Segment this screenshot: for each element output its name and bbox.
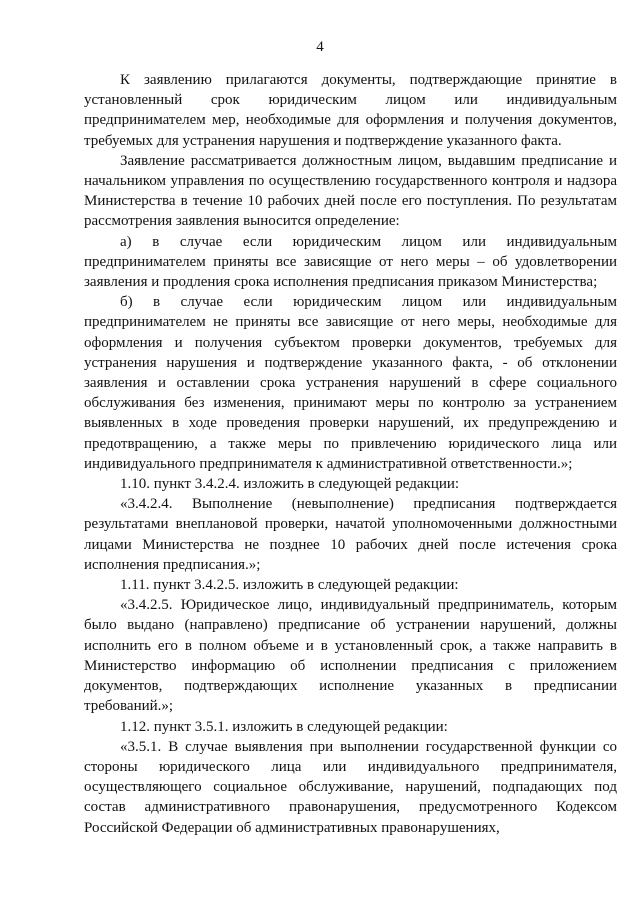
paragraph-review: Заявление рассматривается должностным лицом, выдавшим предписание и начальником управления по осуществлению государственного контроля и надзора Министерства в течение 10 рабочих дней после его поступления. По результатам рассмотрения заявления выносится определение:: [84, 152, 617, 230]
paragraph-case-a: а) в случае если юридическим лицом или индивидуальным предпринимателем приняты все зависящие от него меры – об удовлетворении заявления и продления срока исполнения предписания приказом Министерства;: [84, 233, 617, 291]
paragraph-3-4-2-5: «3.4.2.5. Юридическое лицо, индивидуальный предприниматель, которым было выдано (направлено) предписание об устранении нарушений, должны исполнить его в полном объеме и в установленный срок, а также направить в Министерство информацию об исполнении предписания с приложением документов, подтверждающих исполнение указанных в предписании требований.»;: [84, 597, 617, 715]
paragraph-item-1-10: 1.10. пункт 3.4.2.4. изложить в следующей редакции:: [120, 476, 460, 493]
paragraph-3-5-1: «3.5.1. В случае выявления при выполнении государственной функции со стороны юридического лица или индивидуального предпринимателя, осуществляющего социальное обслуживание, нарушений, подпадающих под состав административного правонарушения, предусмотренного Кодексом Российской Федерации об административных правонарушениях,: [84, 738, 617, 836]
paragraph-item-1-11: 1.11. пункт 3.4.2.5. изложить в следующей редакции:: [120, 577, 459, 594]
page-number: 4: [316, 39, 324, 55]
paragraph-case-b: б) в случае если юридическим лицом или индивидуальным предпринимателем не приняты все зависящие от него меры, необходимые для оформления и получения субъектом проверки документов, требуемых для устранения нарушения и подтверждение указанного факта, - об отклонении заявления и оставлении срока устранения нарушений в сфере социального обслуживания без изменения, принимают меры по контролю за устранением выявленных в ходе проведения проверки нарушений, их предупреждению и предотвращению, а также меры по привлечению юридического лица или индивидуального предпринимателя к административной ответственности.»;: [84, 294, 617, 472]
paragraph-3-4-2-4: «3.4.2.4. Выполнение (невыполнение) предписания подтверждается результатами внеплановой проверки, начатой уполномоченными должностными лицами Министерства не позднее 10 рабочих дней после истечения срока исполнения предписания.»;: [84, 496, 617, 573]
document-body: [84, 70, 617, 838]
paragraph-item-1-12: 1.12. пункт 3.5.1. изложить в следующей редакции:: [120, 718, 448, 735]
paragraph-attachments: К заявлению прилагаются документы, подтверждающие принятие в установленный срок юридическим лицом или индивидуальным предпринимателем мер, необходимые для оформления и получения документов, требуемых для устранения нарушения и подтверждение указанного факта.: [84, 72, 617, 149]
